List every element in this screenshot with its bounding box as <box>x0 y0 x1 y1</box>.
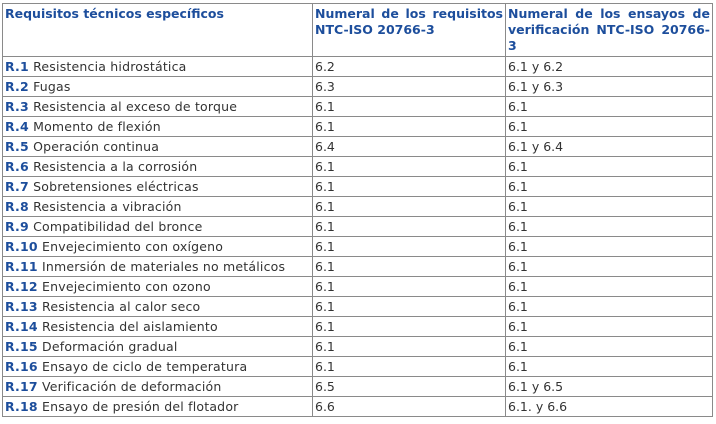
requirement-name: Operación continua <box>33 139 160 154</box>
requirement-name: Sobretensiones eléctricas <box>33 179 199 194</box>
requirement-numeral-cell: 6.1 <box>313 357 506 377</box>
requirement-code: R.9 <box>5 219 29 234</box>
test-numeral-cell: 6.1 <box>506 337 713 357</box>
test-numeral-cell: 6.1 y 6.3 <box>506 77 713 97</box>
test-numeral-cell: 6.1 <box>506 157 713 177</box>
requirement-code: R.1 <box>5 59 29 74</box>
test-numeral-cell: 6.1 <box>506 117 713 137</box>
test-numeral-cell: 6.1 <box>506 237 713 257</box>
header-row <box>3 4 713 57</box>
requirement-numeral-cell: 6.2 <box>313 57 506 77</box>
requirement-numeral-cell: 6.1 <box>313 297 506 317</box>
test-numeral-cell: 6.1 y 6.5 <box>506 377 713 397</box>
requirement-name: Verificación de deformación <box>42 379 222 394</box>
requirement-numeral-cell: 6.1 <box>313 157 506 177</box>
requirement-cell <box>3 217 313 237</box>
requirement-code: R.6 <box>5 159 29 174</box>
header-requirement-numeral: Numeral de los requisitos NTC-ISO 20766-3 <box>313 4 506 57</box>
requirement-cell <box>3 117 313 137</box>
requirement-code: R.17 <box>5 379 38 394</box>
requirement-numeral-cell: 6.1 <box>313 277 506 297</box>
requirement-code: R.18 <box>5 399 38 414</box>
requirement-cell <box>3 77 313 97</box>
requirement-cell <box>3 337 313 357</box>
test-numeral-cell: 6.1 <box>506 177 713 197</box>
table-row <box>3 277 713 297</box>
requirement-name: Resistencia al exceso de torque <box>33 99 238 114</box>
table-row <box>3 177 713 197</box>
requirement-code: R.3 <box>5 99 29 114</box>
test-numeral-cell: 6.1 <box>506 357 713 377</box>
requirement-cell <box>3 137 313 157</box>
requirement-name: Resistencia hidrostática <box>33 59 187 74</box>
table-row <box>3 217 713 237</box>
requirement-cell <box>3 257 313 277</box>
table-row <box>3 137 713 157</box>
requirement-name: Momento de flexión <box>33 119 161 134</box>
requirement-cell <box>3 197 313 217</box>
requirement-cell <box>3 357 313 377</box>
requirement-name: Ensayo de ciclo de temperatura <box>42 359 248 374</box>
test-numeral-cell: 6.1 y 6.4 <box>506 137 713 157</box>
table-row <box>3 57 713 77</box>
requirement-cell <box>3 277 313 297</box>
requirement-name: Resistencia del aislamiento <box>42 319 218 334</box>
requirement-name: Ensayo de presión del flotador <box>42 399 239 414</box>
requirement-numeral-cell: 6.1 <box>313 217 506 237</box>
table-row <box>3 237 713 257</box>
requirement-code: R.10 <box>5 239 38 254</box>
test-numeral-cell: 6.1 <box>506 217 713 237</box>
requirement-code: R.15 <box>5 339 38 354</box>
test-numeral-cell: 6.1 <box>506 97 713 117</box>
table-row <box>3 397 713 417</box>
table-row <box>3 337 713 357</box>
requirement-name: Envejecimiento con oxígeno <box>42 239 224 254</box>
requirement-code: R.11 <box>5 259 38 274</box>
requirement-numeral-cell: 6.1 <box>313 317 506 337</box>
requirement-code: R.14 <box>5 319 38 334</box>
requirement-code: R.16 <box>5 359 38 374</box>
requirement-cell <box>3 297 313 317</box>
test-numeral-cell: 6.1 y 6.2 <box>506 57 713 77</box>
requirement-name: Resistencia a vibración <box>33 199 182 214</box>
test-numeral-cell: 6.1 <box>506 297 713 317</box>
test-numeral-cell: 6.1 <box>506 277 713 297</box>
requirement-numeral-cell: 6.5 <box>313 377 506 397</box>
requirement-code: R.2 <box>5 79 29 94</box>
header-requirements: Requisitos técnicos específicos <box>3 4 313 57</box>
requirement-numeral-cell: 6.1 <box>313 257 506 277</box>
test-numeral-cell: 6.1 <box>506 317 713 337</box>
requirement-numeral-cell: 6.1 <box>313 197 506 217</box>
requirement-name: Deformación gradual <box>42 339 178 354</box>
header-test-numeral: Numeral de los ensayos de verificación NTC-ISO 20766-3 <box>506 4 713 57</box>
requirement-cell <box>3 377 313 397</box>
requirement-name: Envejecimiento con ozono <box>42 279 211 294</box>
requirement-cell <box>3 97 313 117</box>
requirement-name: Compatibilidad del bronce <box>33 219 203 234</box>
requirement-numeral-cell: 6.1 <box>313 97 506 117</box>
test-numeral-cell: 6.1 <box>506 197 713 217</box>
requirement-name: Fugas <box>33 79 71 94</box>
requirement-cell <box>3 157 313 177</box>
requirement-cell <box>3 57 313 77</box>
requirement-code: R.4 <box>5 119 29 134</box>
table-body <box>3 57 713 417</box>
requirement-numeral-cell: 6.1 <box>313 177 506 197</box>
table-row <box>3 157 713 177</box>
requirement-code: R.5 <box>5 139 29 154</box>
requirement-cell <box>3 177 313 197</box>
requirement-code: R.7 <box>5 179 29 194</box>
requirement-name: Resistencia a la corrosión <box>33 159 198 174</box>
table-row <box>3 377 713 397</box>
table-row <box>3 77 713 97</box>
table-row <box>3 197 713 217</box>
table-row <box>3 297 713 317</box>
requirement-numeral-cell: 6.1 <box>313 237 506 257</box>
requirement-name: Resistencia al calor seco <box>42 299 201 314</box>
requirement-cell <box>3 397 313 417</box>
table-row <box>3 117 713 137</box>
requirement-cell <box>3 237 313 257</box>
requirement-code: R.13 <box>5 299 38 314</box>
test-numeral-cell: 6.1 <box>506 257 713 277</box>
requirement-numeral-cell: 6.3 <box>313 77 506 97</box>
requirement-numeral-cell: 6.6 <box>313 397 506 417</box>
requirement-numeral-cell: 6.1 <box>313 117 506 137</box>
table-row <box>3 317 713 337</box>
requirement-name: Inmersión de materiales no metálicos <box>42 259 286 274</box>
requirements-table <box>2 3 713 417</box>
requirement-code: R.12 <box>5 279 38 294</box>
table-row <box>3 357 713 377</box>
test-numeral-cell: 6.1. y 6.6 <box>506 397 713 417</box>
requirement-code: R.8 <box>5 199 29 214</box>
requirement-numeral-cell: 6.4 <box>313 137 506 157</box>
table-row <box>3 97 713 117</box>
requirement-numeral-cell: 6.1 <box>313 337 506 357</box>
table-row <box>3 257 713 277</box>
requirement-cell <box>3 317 313 337</box>
